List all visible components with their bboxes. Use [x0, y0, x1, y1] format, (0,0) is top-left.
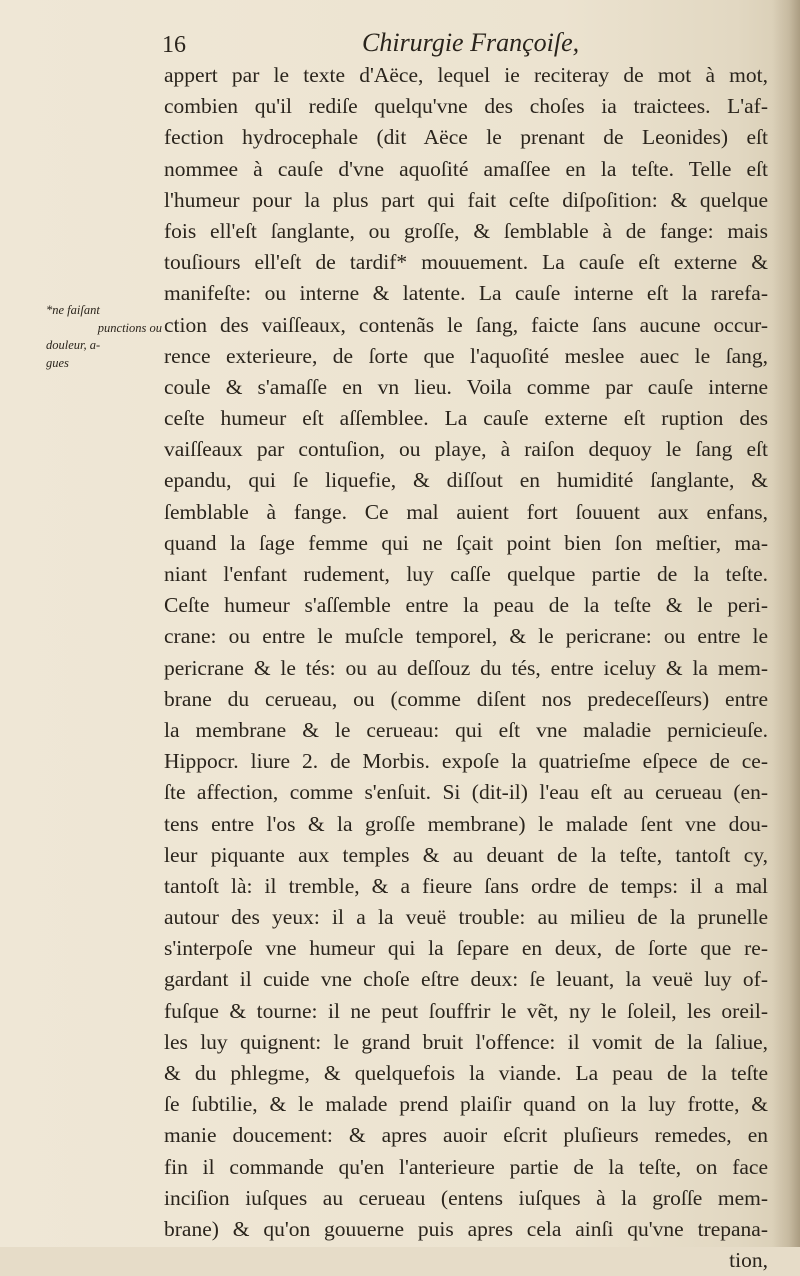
text-line: manifeſte: ou interne & latente. La cauſe interne eſt la rarefa- — [164, 281, 768, 306]
margin-note-line: punctions ou — [97, 320, 162, 335]
margin-note-line: *ne faiſant — [46, 303, 100, 317]
text-line: brane du cerueau, ou (comme diſent nos predeceſſeurs) entre — [164, 686, 768, 711]
text-line: epandu, qui ſe liquefie, & diſſout en humidité ſanglante, & — [164, 468, 768, 493]
text-line: coule & s'amaſſe en vn lieu. Voila comme par cauſe interne — [164, 374, 768, 399]
text-line: appert par le texte d'Aëce, lequel ie reciteray de mot à mot, — [164, 63, 768, 87]
page-number: 16 — [162, 32, 186, 58]
page-fold-shadow — [772, 0, 800, 1247]
text-line: inciſion iuſques au cerueau (entens iuſques à la groſſe mem- — [164, 1185, 768, 1210]
margin-note-line: gues — [46, 355, 69, 370]
text-line: l'humeur pour la plus part qui fait ceſte diſpoſition: & quelque — [164, 187, 768, 212]
text-line: tantoſt là: il tremble, & a fieure ſans ordre de temps: il a mal — [164, 873, 768, 898]
text-line: ſte affection, comme s'enſuit. Si (dit-il) l'eau eſt au cerueau (en- — [164, 780, 768, 805]
text-line: touſiours ell'eſt de tardif* mouuement. La cauſe eſt externe & — [164, 250, 768, 275]
body-text — [164, 60, 768, 1276]
text-line: ſe ſubtilie, & le malade prend plaiſir quand on la luy frotte, & — [164, 1092, 768, 1117]
text-line: les luy quignent: le grand bruit l'offence: il vomit de la ſaliue, — [164, 1029, 768, 1054]
text-line: s'interpoſe vne humeur qui la ſepare en deux, de ſorte que re- — [164, 936, 768, 961]
running-title: Chirurgie Françoiſe, — [362, 28, 580, 57]
text-line: autour des yeux: il a la veuë trouble: au milieu de la prunelle — [164, 905, 768, 930]
text-line: gardant il cuide vne choſe eſtre deux: ſe leuant, la veuë luy of- — [164, 967, 768, 992]
text-line: quand la ſage femme qui ne ſçait point bien ſon meſtier, ma- — [164, 530, 768, 555]
text-line: Hippocr. liure 2. de Morbis. expoſe la quatrieſme eſpece de ce- — [164, 749, 768, 774]
text-line-catchword: tion, — [729, 1248, 768, 1273]
text-line: ceſte humeur eſt aſſemblee. La cauſe externe eſt ruption des — [164, 406, 768, 431]
text-line: ction des vaiſſeaux, contenãs le ſang, faicte ſans aucune occur- — [164, 312, 768, 337]
text-line: pericrane & le tés: ou au deſſouz du tés, entre iceluy & la mem- — [164, 655, 768, 680]
text-line: leur piquante aux temples & au deuant de la teſte, tantoſt cy, — [164, 842, 768, 867]
text-line: & du phlegme, & quelquefois la viande. La peau de la teſte — [164, 1061, 768, 1085]
text-line: ſemblable à fange. Ce mal auient fort ſouuent aux enfans, — [164, 499, 768, 524]
text-line: niant l'enfant rudement, luy caſſe quelque partie de la teſte. — [164, 562, 768, 586]
text-line: rence exterieure, de ſorte que l'aquoſité meslee auec le ſang, — [164, 343, 768, 368]
text-line: manie doucement: & apres auoir eſcrit pluſieurs remedes, en — [164, 1123, 768, 1148]
text-line: fois ell'eſt ſanglante, ou groſſe, & ſemblable à de fange: mais — [164, 218, 768, 243]
text-line: Ceſte humeur s'aſſemble entre la peau de la teſte & le peri- — [164, 593, 768, 618]
text-line: crane: ou entre le muſcle temporel, & le pericrane: ou entre le — [164, 624, 768, 649]
text-line: nommee à cauſe d'vne aquoſité amaſſee en la teſte. Telle eſt — [164, 156, 768, 181]
text-line: fuſque & tourne: il ne peut ſouffrir le vẽt, ny le ſoleil, les oreil- — [164, 998, 768, 1023]
text-line: tens entre l'os & la groſſe membrane) le malade ſent vne dou- — [164, 811, 768, 836]
margin-note-line: douleur, a- — [46, 338, 101, 352]
text-line: combien qu'il rediſe quelqu'vne des choſes ia traictees. L'af- — [164, 94, 768, 119]
text-line: fection hydrocephale (dit Aëce le prenant de Leonides) eſt — [164, 125, 768, 150]
text-line: vaiſſeaux par contuſion, ou playe, à raiſon dequoy le ſang eſt — [164, 437, 768, 462]
text-line: brane) & qu'on gouuerne puis apres cela ainſi qu'vne trepana- — [164, 1216, 768, 1241]
text-line: la membrane & le cerueau: qui eſt vne maladie pernicieuſe. — [164, 717, 768, 742]
text-line: fin il commande qu'en l'anterieure partie de la teſte, on face — [164, 1154, 768, 1179]
margin-note — [46, 302, 162, 372]
